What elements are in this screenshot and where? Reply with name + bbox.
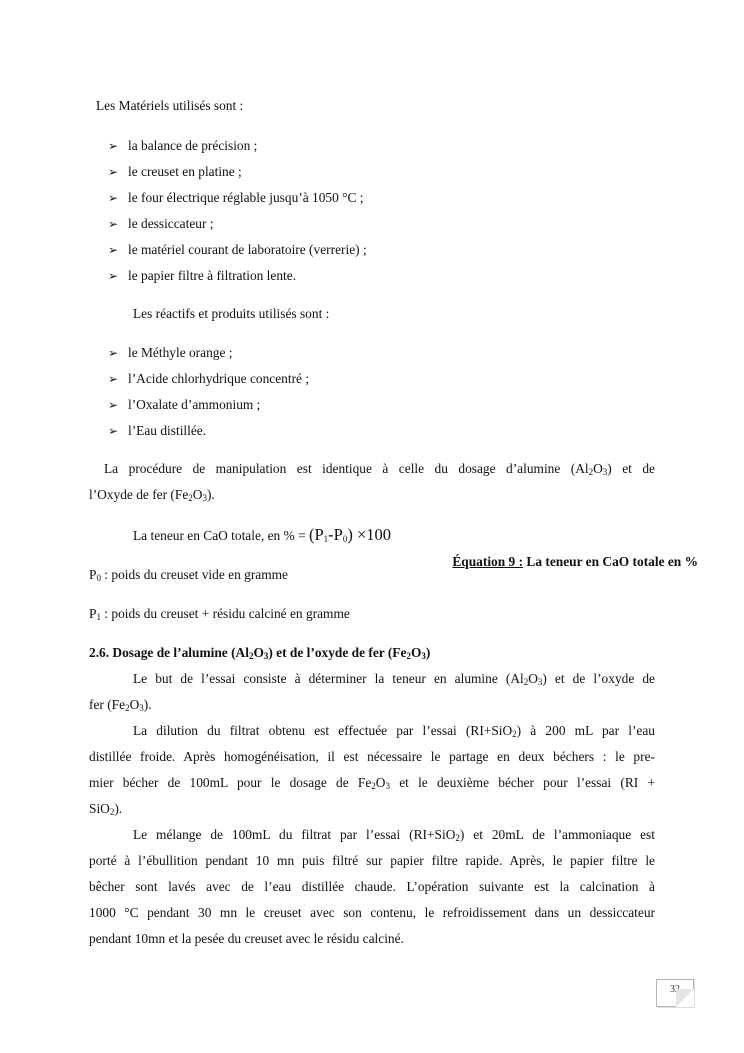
paragraph-3-line-2: porté à l’ébullition pendant 10 mn puis filtré sur papier filtre rapide. Après, le papier filtre le	[89, 853, 655, 868]
paragraph-2-line-4: SiO$_2$).	[89, 801, 123, 817]
page-fold-icon	[676, 989, 694, 1007]
arrow-bullet-icon: ➢	[108, 346, 119, 360]
arrow-bullet-icon: ➢	[108, 424, 119, 438]
paragraph-3-line-5: pendant 10mn et la pesée du creuset avec le résidu calciné.	[89, 931, 404, 946]
arrow-bullet-icon: ➢	[108, 217, 119, 231]
list-item: ➢ le dessiccateur ;	[108, 216, 214, 231]
paragraph-2-line-1: La dilution du filtrat obtenu est effectuée par l’essai (RI+SiO$_2$) à 200 mL par l’eau	[133, 723, 655, 739]
paragraph-3-line-3: bêcher sont lavés avec de l’eau distillée chaude. L’opération suivante est la calcination à	[89, 879, 655, 894]
arrow-bullet-icon: ➢	[108, 139, 119, 153]
section-heading: 2.6. Dosage de l’alumine $(Al_2O_3)$ et de l’oxyde de fer $(Fe_2O_3)$	[89, 645, 431, 661]
page-number: 32	[670, 984, 680, 995]
paragraph-3-line-1: Le mélange de 100mL du filtrat par l’essai (RI+SiO$_2$) et 20mL de l’ammoniaque est	[133, 827, 655, 843]
page-number-box	[656, 979, 694, 1007]
paragraph-1-line-2: fer $(Fe_2O_3)$.	[89, 697, 152, 713]
definition-p0: $P_0$ : poids du creuset vide en gramme	[89, 567, 288, 583]
list-item: ➢ l’Eau distillée.	[108, 423, 207, 438]
arrow-bullet-icon: ➢	[108, 372, 119, 386]
list-item: ➢ le Méthyle orange ;	[108, 345, 233, 360]
paragraph-2-line-2: distillée froide. Après homogénéisation, il est nécessaire le partage en deux béchers : le pre-	[89, 749, 655, 764]
reagents-intro: Les réactifs et produits utilisés sont :	[133, 306, 330, 321]
definition-p1: $P_1$ : poids du creuset + résidu calciné en gramme	[89, 606, 350, 622]
equation-caption: Équation 9 : La teneur en CaO totale en %	[452, 554, 698, 569]
list-item: ➢ le matériel courant de laboratoire (verrerie) ;	[108, 242, 367, 257]
procedure-line-1: La procédure de manipulation est identique à celle du dosage d’alumine $(Al_2O_3)$ et de	[104, 461, 655, 477]
procedure-line-2: l’Oxyde de fer $(Fe_2O_3)$.	[89, 487, 215, 503]
list-item: ➢ la balance de précision ;	[108, 138, 258, 153]
arrow-bullet-icon: ➢	[108, 165, 119, 179]
paragraph-2-line-3: mier bécher de 100mL pour le dosage de $Fe_2O_3$ et le deuxième bécher pour l’essai (RI +	[89, 775, 656, 791]
paragraph-3-line-4: 1000 °C pendant 30 mn le creuset avec son contenu, le refroidissement dans un dessiccateur	[89, 905, 655, 920]
materials-intro: Les Matériels utilisés sont :	[96, 98, 244, 113]
list-item: ➢ l’Acide chlorhydrique concentré ;	[108, 371, 310, 386]
list-item: ➢ le papier filtre à filtration lente.	[108, 268, 297, 283]
equation: La teneur en CaO totale, en % = $(P_1-P_0) \times 100$	[133, 525, 392, 544]
list-item: ➢ le creuset en platine ;	[108, 164, 242, 179]
arrow-bullet-icon: ➢	[108, 398, 119, 412]
list-item: ➢ l’Oxalate d’ammonium ;	[108, 397, 261, 412]
list-item: ➢ le four électrique réglable jusqu’à 1050 °C ;	[108, 190, 364, 205]
arrow-bullet-icon: ➢	[108, 191, 119, 205]
paragraph-1-line-1: Le but de l’essai consiste à déterminer la teneur en alumine $(Al_2O_3)$ et de l’oxyde de	[133, 671, 655, 687]
arrow-bullet-icon: ➢	[108, 269, 119, 283]
arrow-bullet-icon: ➢	[108, 243, 119, 257]
